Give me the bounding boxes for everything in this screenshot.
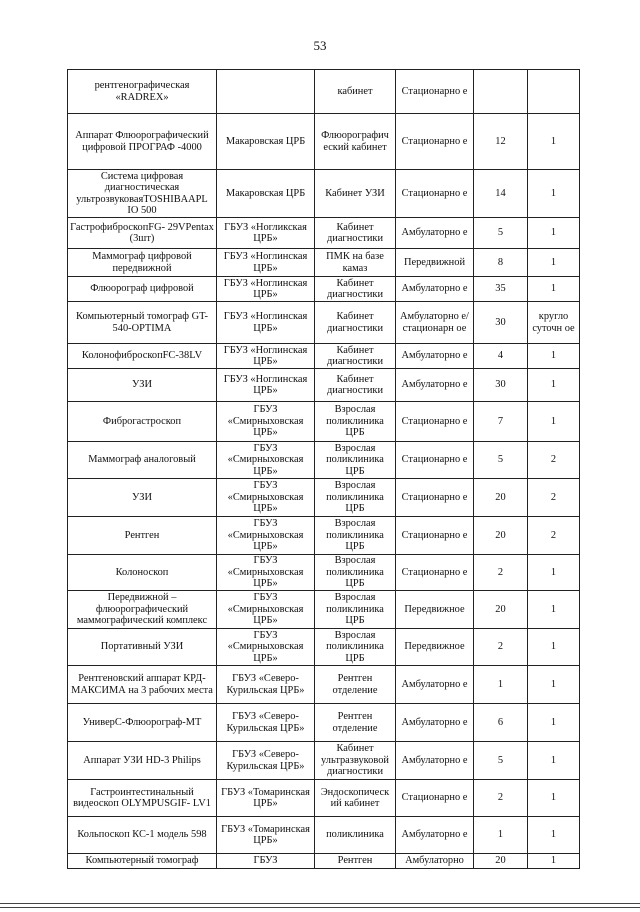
equipment-name-cell: Аппарат Флюорографический цифровой ПРОГРАФ -4000: [68, 114, 217, 170]
table-row: [68, 629, 580, 666]
location-cell: Флюорографич еский кабинет: [315, 114, 396, 170]
equipment-name-cell: ГастрофиброскопFG- 29VPentax (3шт): [68, 218, 217, 249]
location-cell: Взрослая поликлиника ЦРБ: [315, 402, 396, 442]
organization-cell: ГБУЗ «Ногликская ЦРБ»: [217, 218, 315, 249]
equipment-name-cell: КолонофиброскопFC-38LV: [68, 344, 217, 369]
shift-cell: 1: [528, 742, 580, 780]
table-row: [68, 780, 580, 817]
location-cell: Кабинет диагностики: [315, 218, 396, 249]
count-cell: 4: [474, 344, 528, 369]
location-cell: Кабинет диагностики: [315, 369, 396, 402]
organization-cell: ГБУЗ «Северо- Курильская ЦРБ»: [217, 742, 315, 780]
table-row: [68, 591, 580, 629]
location-cell: Взрослая поликлиника ЦРБ: [315, 629, 396, 666]
mode-cell: Передвижное: [396, 591, 474, 629]
count-cell: 6: [474, 704, 528, 742]
shift-cell: 1: [528, 344, 580, 369]
organization-cell: ГБУЗ «Ноглинская ЦРБ»: [217, 344, 315, 369]
location-cell: Взрослая поликлиника ЦРБ: [315, 591, 396, 629]
equipment-name-cell: Рентген: [68, 517, 217, 555]
mode-cell: Передвижной: [396, 249, 474, 277]
table-row: [68, 249, 580, 277]
shift-cell: 1: [528, 402, 580, 442]
mode-cell: Стационарно е: [396, 442, 474, 479]
shift-cell: 2: [528, 442, 580, 479]
location-cell: Рентген: [315, 854, 396, 869]
organization-cell: ГБУЗ «Северо- Курильская ЦРБ»: [217, 704, 315, 742]
organization-cell: ГБУЗ «Ноглинская ЦРБ»: [217, 369, 315, 402]
count-cell: 20: [474, 517, 528, 555]
count-cell: 2: [474, 629, 528, 666]
count-cell: 5: [474, 442, 528, 479]
shift-cell: [528, 70, 580, 114]
count-cell: 1: [474, 666, 528, 704]
count-cell: 2: [474, 555, 528, 591]
mode-cell: Амбулаторно е: [396, 344, 474, 369]
equipment-name-cell: Маммограф аналоговый: [68, 442, 217, 479]
equipment-name-cell: Передвижной – флюорографический маммографический комплекс: [68, 591, 217, 629]
shift-cell: 1: [528, 555, 580, 591]
equipment-name-cell: Кольпоскоп КС-1 модель 598: [68, 817, 217, 854]
organization-cell: ГБУЗ «Томаринская ЦРБ»: [217, 780, 315, 817]
organization-cell: ГБУЗ «Смирныховская ЦРБ»: [217, 629, 315, 666]
count-cell: 30: [474, 302, 528, 344]
table-row: [68, 302, 580, 344]
equipment-name-cell: УЗИ: [68, 479, 217, 517]
location-cell: ПМК на базе камаз: [315, 249, 396, 277]
count-cell: 2: [474, 780, 528, 817]
mode-cell: Амбулаторно е: [396, 218, 474, 249]
mode-cell: Амбулаторно е: [396, 817, 474, 854]
count-cell: 5: [474, 742, 528, 780]
equipment-name-cell: Компьютерный томограф GT- 540-OPTIMA: [68, 302, 217, 344]
table-row: [68, 170, 580, 218]
organization-cell: ГБУЗ «Смирныховская ЦРБ»: [217, 402, 315, 442]
shift-cell: 1: [528, 249, 580, 277]
shift-cell: 1: [528, 218, 580, 249]
mode-cell: Амбулаторно е: [396, 369, 474, 402]
shift-cell: 1: [528, 369, 580, 402]
table-row: [68, 369, 580, 402]
equipment-name-cell: Маммограф цифровой передвижной: [68, 249, 217, 277]
count-cell: 30: [474, 369, 528, 402]
location-cell: Кабинет диагностики: [315, 277, 396, 302]
count-cell: 8: [474, 249, 528, 277]
table-row: [68, 517, 580, 555]
equipment-name-cell: Рентгеновский аппарат КРД- МАКСИМА на 3 рабочих места: [68, 666, 217, 704]
mode-cell: Амбулаторно е: [396, 277, 474, 302]
table-row: [68, 817, 580, 854]
table-row: [68, 854, 580, 869]
count-cell: 1: [474, 817, 528, 854]
footer-rule: [0, 903, 640, 904]
table-row: [68, 277, 580, 302]
mode-cell: Амбулаторно: [396, 854, 474, 869]
mode-cell: Стационарно е: [396, 780, 474, 817]
count-cell: 14: [474, 170, 528, 218]
count-cell: 5: [474, 218, 528, 249]
equipment-name-cell: Гастроинтестинальный видеоскоп OLYMPUSGIF- LV1: [68, 780, 217, 817]
page-number: 53: [313, 38, 327, 53]
location-cell: Рентген отделение: [315, 704, 396, 742]
location-cell: Рентген отделение: [315, 666, 396, 704]
location-cell: Эндоскопическ ий кабинет: [315, 780, 396, 817]
mode-cell: Стационарно е: [396, 170, 474, 218]
table-row: [68, 70, 580, 114]
equipment-table: [67, 69, 580, 869]
mode-cell: Амбулаторно е/стационарн ое: [396, 302, 474, 344]
shift-cell: 2: [528, 517, 580, 555]
organization-cell: ГБУЗ «Смирныховская ЦРБ»: [217, 591, 315, 629]
location-cell: Взрослая поликлиника ЦРБ: [315, 517, 396, 555]
count-cell: 7: [474, 402, 528, 442]
equipment-name-cell: Портативный УЗИ: [68, 629, 217, 666]
table-row: [68, 666, 580, 704]
location-cell: Кабинет диагностики: [315, 344, 396, 369]
equipment-name-cell: Система цифровая диагностическая ультрозвуковаяTOSHIBAAPL IO 500: [68, 170, 217, 218]
equipment-name-cell: рентгенографическая «RADREX»: [68, 70, 217, 114]
footer-rule: [0, 907, 640, 908]
equipment-name-cell: УЗИ: [68, 369, 217, 402]
location-cell: Кабинет ультразвуковой диагностики: [315, 742, 396, 780]
table-row: [68, 742, 580, 780]
shift-cell: 1: [528, 817, 580, 854]
organization-cell: ГБУЗ «Смирныховская ЦРБ»: [217, 517, 315, 555]
shift-cell: 1: [528, 666, 580, 704]
shift-cell: 1: [528, 114, 580, 170]
table-row: [68, 555, 580, 591]
location-cell: поликлиника: [315, 817, 396, 854]
shift-cell: 1: [528, 629, 580, 666]
count-cell: 12: [474, 114, 528, 170]
location-cell: Взрослая поликлиника ЦРБ: [315, 555, 396, 591]
location-cell: Кабинет УЗИ: [315, 170, 396, 218]
organization-cell: [217, 70, 315, 114]
location-cell: кабинет: [315, 70, 396, 114]
organization-cell: ГБУЗ «Ноглинская ЦРБ»: [217, 302, 315, 344]
table-row: [68, 114, 580, 170]
count-cell: 20: [474, 854, 528, 869]
organization-cell: ГБУЗ «Северо- Курильская ЦРБ»: [217, 666, 315, 704]
organization-cell: Макаровская ЦРБ: [217, 114, 315, 170]
table-row: [68, 402, 580, 442]
equipment-name-cell: Колоноскоп: [68, 555, 217, 591]
shift-cell: 1: [528, 591, 580, 629]
mode-cell: Амбулаторно е: [396, 704, 474, 742]
mode-cell: Стационарно е: [396, 517, 474, 555]
mode-cell: Амбулаторно е: [396, 666, 474, 704]
organization-cell: ГБУЗ: [217, 854, 315, 869]
organization-cell: ГБУЗ «Смирныховская ЦРБ»: [217, 555, 315, 591]
mode-cell: Стационарно е: [396, 479, 474, 517]
location-cell: Кабинет диагностики: [315, 302, 396, 344]
count-cell: 35: [474, 277, 528, 302]
organization-cell: ГБУЗ «Смирныховская ЦРБ»: [217, 479, 315, 517]
mode-cell: Стационарно е: [396, 114, 474, 170]
count-cell: [474, 70, 528, 114]
count-cell: 20: [474, 479, 528, 517]
equipment-name-cell: Флюорограф цифровой: [68, 277, 217, 302]
organization-cell: ГБУЗ «Томаринская ЦРБ»: [217, 817, 315, 854]
table-row: [68, 479, 580, 517]
shift-cell: кругло суточн ое: [528, 302, 580, 344]
shift-cell: 1: [528, 780, 580, 817]
count-cell: 20: [474, 591, 528, 629]
equipment-table-body: [68, 70, 580, 869]
shift-cell: 1: [528, 277, 580, 302]
table-row: [68, 442, 580, 479]
mode-cell: Амбулаторно е: [396, 742, 474, 780]
table-row: [68, 218, 580, 249]
location-cell: Взрослая поликлиника ЦРБ: [315, 442, 396, 479]
organization-cell: ГБУЗ «Ноглинская ЦРБ»: [217, 249, 315, 277]
equipment-name-cell: Компьютерный томограф: [68, 854, 217, 869]
equipment-name-cell: Фиброгастроскоп: [68, 402, 217, 442]
location-cell: Взрослая поликлиника ЦРБ: [315, 479, 396, 517]
shift-cell: 1: [528, 170, 580, 218]
mode-cell: Стационарно е: [396, 402, 474, 442]
shift-cell: 1: [528, 854, 580, 869]
mode-cell: Стационарно е: [396, 555, 474, 591]
mode-cell: Стационарно е: [396, 70, 474, 114]
table-row: [68, 344, 580, 369]
table-row: [68, 704, 580, 742]
organization-cell: ГБУЗ «Ноглинская ЦРБ»: [217, 277, 315, 302]
equipment-name-cell: Аппарат УЗИ HD-3 Philips: [68, 742, 217, 780]
organization-cell: Макаровская ЦРБ: [217, 170, 315, 218]
shift-cell: 1: [528, 704, 580, 742]
organization-cell: ГБУЗ «Смирныховская ЦРБ»: [217, 442, 315, 479]
mode-cell: Передвижное: [396, 629, 474, 666]
equipment-name-cell: УниверС-Флюорограф-МТ: [68, 704, 217, 742]
shift-cell: 2: [528, 479, 580, 517]
